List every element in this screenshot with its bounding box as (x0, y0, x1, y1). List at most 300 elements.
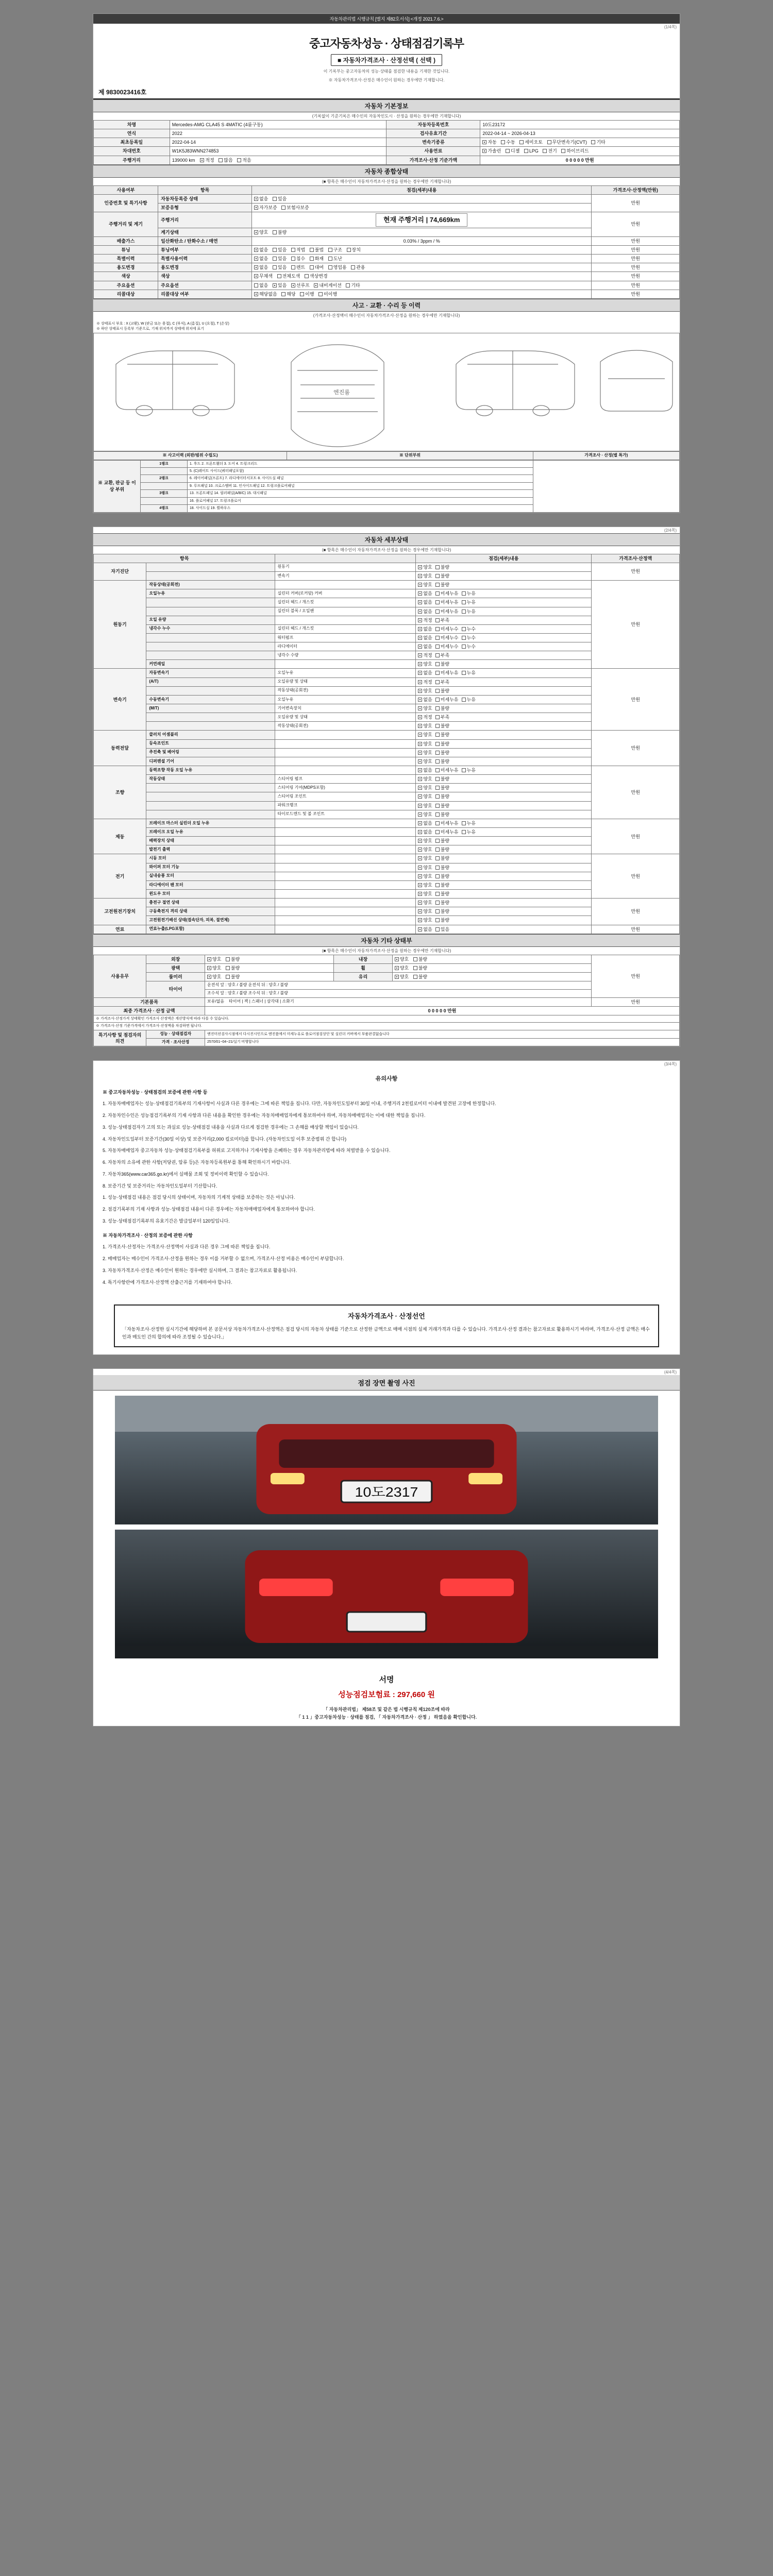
checkbox-icon[interactable] (435, 609, 440, 614)
checkbox-icon[interactable] (462, 627, 466, 631)
checkbox-icon[interactable] (435, 600, 440, 604)
checkbox-option[interactable]: 양호 (418, 785, 432, 791)
checkbox-option[interactable]: 불법 (310, 247, 324, 253)
detail-item: 작동상태(공회전) (146, 581, 275, 589)
checkbox-option[interactable]: 미세누유 (435, 599, 459, 605)
checkbox-option[interactable]: 양호 (418, 573, 432, 579)
checkbox-option[interactable]: 불량 (435, 838, 449, 844)
checkbox-option[interactable]: 불량 (435, 661, 449, 667)
checkbox-icon[interactable] (435, 742, 440, 746)
checkbox-option[interactable]: 불량 (435, 803, 449, 809)
etc-item: 광택 (146, 963, 205, 972)
checkbox-option[interactable]: 하이브리드 (561, 148, 589, 154)
checkbox-option[interactable]: 해당없음 (254, 291, 277, 297)
checkbox-option[interactable]: 해당 (281, 291, 295, 297)
detail-options (416, 598, 592, 607)
checkbox-option[interactable]: 불량 (226, 956, 240, 962)
checkbox-icon[interactable] (435, 848, 440, 852)
checkbox-option[interactable]: 미세누유 (435, 590, 459, 597)
checkbox-option[interactable]: 있음 (273, 196, 287, 202)
detail-subitem (275, 739, 416, 748)
checkbox-icon[interactable] (435, 759, 440, 764)
checkbox-icon[interactable] (435, 839, 440, 843)
checkbox-option[interactable]: 불량 (435, 908, 449, 914)
checkbox-icon[interactable] (418, 706, 422, 710)
checkbox-icon[interactable] (418, 733, 422, 737)
checkbox-icon[interactable] (462, 600, 466, 604)
checkbox-option[interactable]: 장치 (347, 247, 361, 253)
checkbox-option[interactable]: 불량 (435, 732, 449, 738)
checkbox-icon[interactable] (418, 583, 422, 587)
checkbox-option[interactable]: 누유 (462, 670, 476, 676)
table-header-row (94, 185, 680, 194)
checkbox-icon[interactable] (418, 830, 422, 834)
checkbox-option[interactable]: 불량 (413, 965, 427, 971)
checkbox-option[interactable]: 없음 (418, 670, 432, 676)
title-note: 이 기록부는 중고자동차의 성능·상태를 점검한 내용을 기재한 것입니다. (323, 69, 450, 74)
checkbox-option[interactable]: 있음 (435, 926, 449, 933)
row-detail (251, 194, 591, 203)
checkbox-icon[interactable] (435, 706, 440, 710)
checkbox-option[interactable]: 없음 (418, 608, 432, 615)
checkbox-option[interactable]: 불량 (435, 882, 449, 888)
checkbox-icon[interactable] (418, 600, 422, 604)
checkbox-option[interactable]: 양호 (418, 723, 432, 729)
table-row (94, 1038, 680, 1046)
checkbox-icon[interactable] (435, 786, 440, 790)
checkbox-icon[interactable] (418, 901, 422, 905)
checkbox-option[interactable]: 양호 (418, 661, 432, 667)
basic-info-table (93, 120, 680, 165)
checkbox-option[interactable]: 세미오토 (519, 139, 543, 145)
parts-rank: 1랭크 (140, 460, 187, 467)
detail-item (146, 784, 275, 792)
row-category: 주행거리 및 계기 (94, 212, 158, 237)
detail-subitem (275, 925, 416, 934)
checkbox-option[interactable]: 적음 (237, 157, 251, 163)
checkbox-icon[interactable] (435, 689, 440, 693)
etc-item: 내장 (334, 955, 393, 963)
checkbox-option[interactable]: 보험사보증 (281, 205, 309, 211)
checkbox-option[interactable]: 불량 (435, 846, 449, 853)
checkbox-option[interactable]: 도난 (328, 256, 342, 262)
checkbox-option[interactable]: 불량 (435, 741, 449, 747)
checkbox-icon[interactable] (435, 733, 440, 737)
checkbox-icon[interactable] (418, 715, 422, 719)
checkbox-option[interactable]: 부족 (435, 617, 449, 623)
checkbox-option[interactable]: 양호 (395, 956, 409, 962)
checkbox-option[interactable]: 없음 (418, 599, 432, 605)
checkbox-icon[interactable] (418, 565, 422, 569)
checkbox-option[interactable]: 누수 (462, 626, 476, 632)
checkbox-icon[interactable] (418, 794, 422, 799)
car-damage-diagram[interactable] (93, 333, 680, 451)
checkbox-icon[interactable] (462, 591, 466, 596)
parts-title: ※ 교환, 판금 등 이상 부위 (94, 460, 141, 512)
checkbox-option[interactable]: 양호 (418, 582, 432, 588)
checkbox-option[interactable]: 적법 (291, 247, 305, 253)
checkbox-icon[interactable] (418, 742, 422, 746)
checkbox-option[interactable]: 관용 (351, 264, 365, 270)
table-row (94, 236, 680, 245)
checkbox-icon[interactable] (418, 680, 422, 684)
checkbox-option[interactable]: 미세누유 (435, 670, 459, 676)
checkbox-option[interactable]: 없음 (418, 829, 432, 835)
checkbox-option[interactable]: 기타 (591, 139, 605, 145)
mileage-unit: km (189, 157, 195, 163)
detail-item (146, 651, 275, 660)
checkbox-option[interactable]: 불량 (435, 705, 449, 711)
checkbox-icon[interactable] (418, 591, 422, 596)
checkbox-option[interactable]: 불량 (435, 891, 449, 897)
checkbox-option[interactable]: 양호 (418, 732, 432, 738)
row-item: 계기상태 (158, 228, 252, 236)
checkbox-icon[interactable] (435, 794, 440, 799)
checkbox-option[interactable]: 불량 (226, 965, 240, 971)
checkbox-option[interactable]: 불량 (273, 229, 287, 235)
checkbox-option[interactable]: 없음 (254, 256, 268, 262)
etc-note: (■ 항목은 매수인이 자동차가격조사·산정을 원하는 경우에만 기재합니다) (322, 948, 451, 953)
checkbox-option[interactable]: 불량 (435, 873, 449, 879)
checkbox-option[interactable]: 불량 (435, 758, 449, 765)
checkbox-option[interactable]: 양호 (418, 891, 432, 897)
parts-text: 1. 후드 2. 프론트휀더 3. 도어 4. 트렁크리드 (187, 460, 533, 467)
checkbox-option[interactable]: 디젤 (506, 148, 519, 154)
checkbox-option[interactable]: 있음 (273, 256, 287, 262)
checkbox-option[interactable]: 있음 (273, 282, 287, 289)
checkbox-icon[interactable] (418, 689, 422, 693)
checkbox-option[interactable]: 누유 (462, 608, 476, 615)
checkbox-option[interactable]: 양호 (418, 846, 432, 853)
checkbox-icon[interactable] (418, 909, 422, 913)
checkbox-option[interactable]: 미이행 (318, 291, 337, 297)
checkbox-icon[interactable] (435, 812, 440, 817)
checkbox-option[interactable]: 양호 (418, 803, 432, 809)
checkbox-icon[interactable] (418, 698, 422, 702)
checkbox-icon[interactable] (418, 645, 422, 649)
checkbox-option[interactable]: 없음 (254, 247, 268, 253)
checkbox-option[interactable]: 미세누유 (435, 829, 459, 835)
checkbox-icon[interactable] (418, 786, 422, 790)
price-label: 성능점검보험료 : (338, 1690, 395, 1700)
detail-group-label: 제동 (94, 819, 146, 854)
checkbox-icon[interactable] (418, 812, 422, 817)
checkbox-option[interactable]: 불량 (435, 855, 449, 861)
checkbox-option[interactable]: 양호 (395, 965, 409, 971)
checkbox-option[interactable]: 양호 (418, 741, 432, 747)
checkbox-option[interactable]: 침수 (291, 256, 305, 262)
checkbox-option[interactable]: 양호 (418, 917, 432, 923)
checkbox-icon[interactable] (435, 751, 440, 755)
checkbox-option[interactable]: 양호 (418, 855, 432, 861)
checkbox-option[interactable]: 양호 (418, 793, 432, 800)
checkbox-option[interactable]: 색상변경 (305, 273, 328, 279)
checkbox-option[interactable]: 구조 (328, 247, 342, 253)
table-row (94, 194, 680, 203)
checkbox-option[interactable]: 없음 (254, 196, 268, 202)
checkbox-icon[interactable] (418, 724, 422, 728)
checkbox-option[interactable]: 가솔린 (482, 148, 501, 154)
checkbox-option[interactable]: 있음 (273, 247, 287, 253)
checkbox-icon[interactable] (418, 609, 422, 614)
checkbox-icon[interactable] (435, 715, 440, 719)
checkbox-option[interactable]: 없음 (254, 282, 268, 289)
checkbox-option[interactable]: 미세누유 (435, 767, 459, 773)
checkbox-option[interactable]: 불량 (435, 900, 449, 906)
detail-options (416, 916, 592, 925)
checkbox-option[interactable]: 누수 (462, 643, 476, 650)
table-row (94, 1023, 680, 1030)
checkbox-icon[interactable] (418, 866, 422, 870)
checkbox-icon[interactable] (435, 883, 440, 887)
checkbox-option[interactable]: 적정 (418, 714, 432, 720)
checkbox-icon[interactable] (435, 777, 440, 781)
checkbox-option[interactable]: 전체도색 (277, 273, 300, 279)
photo-grid (93, 1391, 680, 1669)
checkbox-option[interactable]: 누유 (462, 697, 476, 703)
checkbox-option[interactable]: 미세누유 (435, 608, 459, 615)
checkbox-icon[interactable] (462, 830, 466, 834)
checkbox-option[interactable]: 불량 (435, 865, 449, 871)
checkbox-option[interactable]: 적정 (200, 157, 214, 163)
checkbox-icon[interactable] (418, 751, 422, 755)
checkbox-option[interactable]: 없음 (254, 264, 268, 270)
checkbox-option[interactable]: 양호 (418, 882, 432, 888)
checkbox-option[interactable]: 부족 (435, 714, 449, 720)
checkbox-option[interactable]: 양호 (418, 865, 432, 871)
checkbox-icon[interactable] (435, 662, 440, 666)
detail-item: (M/T) (146, 704, 275, 713)
checkbox-option[interactable]: 양호 (418, 758, 432, 765)
checkbox-option[interactable]: 내비게이션 (314, 282, 341, 289)
detail-item: 추진축 및 베어링 (146, 748, 275, 757)
checkbox-option[interactable]: 양호 (418, 908, 432, 914)
checkbox-icon[interactable] (418, 839, 422, 843)
checkbox-icon[interactable] (435, 804, 440, 808)
checkbox-option[interactable]: 렌트 (291, 264, 305, 270)
checkbox-icon[interactable] (462, 671, 466, 675)
checkbox-option[interactable]: 이행 (300, 291, 314, 297)
checkbox-option[interactable]: 누유 (462, 829, 476, 835)
checkbox-option[interactable]: 미세누수 (435, 626, 459, 632)
checkbox-icon[interactable] (435, 768, 440, 772)
checkbox-option[interactable]: 누유 (462, 599, 476, 605)
checkbox-option[interactable]: 불량 (435, 688, 449, 694)
checkbox-option[interactable]: 없음 (418, 820, 432, 826)
special-row-value: 2570/01~04~21/실기 비행합니다 (205, 1038, 680, 1046)
checkbox-icon[interactable] (435, 565, 440, 569)
checkbox-option[interactable]: 없음 (418, 643, 432, 650)
checkbox-icon[interactable] (418, 821, 422, 825)
checkbox-option[interactable]: 미세누유 (435, 697, 459, 703)
checkbox-option[interactable]: 불량 (435, 564, 449, 570)
checkbox-icon[interactable] (435, 583, 440, 587)
row-category: 튜닝 (94, 245, 158, 254)
detail-options (416, 669, 592, 677)
checkbox-option[interactable]: 양호 (207, 956, 221, 962)
checkbox-option[interactable]: 불량 (435, 793, 449, 800)
checkbox-option[interactable]: 양호 (418, 811, 432, 818)
checkbox-icon[interactable] (418, 883, 422, 887)
checkbox-option[interactable]: LPG (524, 148, 539, 154)
checkbox-icon[interactable] (418, 627, 422, 631)
checkbox-icon[interactable] (435, 866, 440, 870)
checkbox-icon[interactable] (435, 627, 440, 631)
checkbox-option[interactable]: 없음 (418, 590, 432, 597)
checkbox-option[interactable]: 불량 (413, 974, 427, 980)
checkbox-option[interactable]: 선루프 (291, 282, 310, 289)
detail-item (146, 633, 275, 642)
checkbox-option[interactable]: 적정 (418, 617, 432, 623)
checkbox-icon[interactable] (435, 909, 440, 913)
checkbox-icon[interactable] (418, 653, 422, 657)
checkbox-option[interactable]: 무단변속기(CVT) (547, 139, 587, 145)
checkbox-option[interactable]: 불량 (435, 573, 449, 579)
checkbox-option[interactable]: 양호 (418, 776, 432, 782)
col-header: 항목 (158, 185, 252, 194)
checkbox-option[interactable]: 양호 (418, 564, 432, 570)
checkbox-icon[interactable] (418, 574, 422, 578)
checkbox-option[interactable]: 누유 (462, 820, 476, 826)
checkbox-option[interactable]: 양호 (418, 873, 432, 879)
checkbox-option[interactable]: 미세누유 (435, 820, 459, 826)
checkbox-icon[interactable] (418, 892, 422, 896)
checkbox-icon[interactable] (435, 574, 440, 578)
checkbox-option[interactable]: 양호 (418, 705, 432, 711)
checkbox-option[interactable]: 양호 (418, 838, 432, 844)
checkbox-option[interactable]: 없음 (418, 697, 432, 703)
detail-item (146, 792, 275, 801)
row-category: 배출가스 (94, 236, 158, 245)
checkbox-icon[interactable] (418, 856, 422, 860)
checkbox-option[interactable]: 양호 (418, 750, 432, 756)
checkbox-option[interactable]: 없음 (418, 626, 432, 632)
checkbox-icon[interactable] (435, 830, 440, 834)
checkbox-icon[interactable] (462, 645, 466, 649)
checkbox-option[interactable]: 무채색 (254, 273, 273, 279)
checkbox-option[interactable]: 미세누수 (435, 635, 459, 641)
checkbox-option[interactable]: 불량 (413, 956, 427, 962)
checkbox-option[interactable]: 양호 (254, 229, 268, 235)
checkbox-option[interactable]: 양호 (207, 965, 221, 971)
checkbox-option[interactable]: 자가보증 (254, 205, 277, 211)
checkbox-option[interactable]: 미세누수 (435, 643, 459, 650)
checkbox-icon[interactable] (435, 698, 440, 702)
checkbox-icon[interactable] (418, 804, 422, 808)
checkbox-option[interactable]: 많음 (219, 157, 232, 163)
checkbox-icon[interactable] (418, 777, 422, 781)
checkbox-option[interactable]: 자동 (482, 139, 496, 145)
checkbox-option[interactable]: 수동 (501, 139, 515, 145)
checkbox-icon[interactable] (435, 724, 440, 728)
checkbox-option[interactable]: 불량 (435, 750, 449, 756)
inspection-photo-rear[interactable] (115, 1530, 658, 1658)
checkbox-option[interactable]: 부족 (435, 679, 449, 685)
checkbox-icon[interactable] (435, 927, 440, 931)
checkbox-icon[interactable] (418, 671, 422, 675)
checkbox-icon[interactable] (435, 901, 440, 905)
checkbox-option[interactable]: 부족 (435, 652, 449, 658)
checkbox-icon[interactable] (418, 848, 422, 852)
checkbox-option[interactable]: 없음 (418, 926, 432, 933)
checkbox-icon[interactable] (462, 768, 466, 772)
checkbox-option[interactable]: 불량 (226, 974, 240, 980)
checkbox-option[interactable]: 전기 (543, 148, 557, 154)
checkbox-icon[interactable] (418, 918, 422, 922)
checkbox-option[interactable]: 없음 (418, 635, 432, 641)
checkbox-icon[interactable] (462, 609, 466, 614)
checkbox-option[interactable]: 있음 (273, 264, 287, 270)
checkbox-option[interactable]: 양호 (418, 900, 432, 906)
checkbox-icon[interactable] (462, 821, 466, 825)
checkbox-option[interactable]: 화재 (310, 256, 324, 262)
checkbox-option[interactable]: 대여 (310, 264, 324, 270)
checkbox-icon[interactable] (435, 680, 440, 684)
checkbox-option[interactable]: 불량 (435, 917, 449, 923)
checkbox-option[interactable]: 불량 (435, 723, 449, 729)
etc-item: 기본품목 (94, 997, 205, 1006)
checkbox-icon[interactable] (418, 927, 422, 931)
detail-body (94, 563, 680, 934)
checkbox-icon[interactable] (435, 856, 440, 860)
checkbox-option[interactable]: 누유 (462, 767, 476, 773)
checkbox-icon[interactable] (418, 618, 422, 622)
detail-subitem (275, 660, 416, 669)
checkbox-option[interactable]: 양호 (207, 974, 221, 980)
basic-info-note: (기록없이 기준기록은 매수인의 자동차인도시 · 산정을 원하는 경우에만 기재합니다) (312, 114, 461, 118)
checkbox-icon[interactable] (435, 645, 440, 649)
checkbox-icon[interactable] (435, 591, 440, 596)
checkbox-icon[interactable] (418, 759, 422, 764)
checkbox-option[interactable]: 없음 (418, 767, 432, 773)
checkbox-option[interactable]: 적정 (418, 679, 432, 685)
inspection-photo-front[interactable] (115, 1396, 658, 1524)
checkbox-icon[interactable] (435, 653, 440, 657)
checkbox-option[interactable]: 기타 (346, 282, 360, 289)
checkbox-icon[interactable] (435, 918, 440, 922)
row-category: 리콜대상 (94, 290, 158, 298)
field-label: 자동차등록번호 (386, 121, 480, 129)
checkbox-icon[interactable] (435, 874, 440, 878)
checkbox-icon[interactable] (462, 698, 466, 702)
checkbox-icon[interactable] (435, 892, 440, 896)
checkbox-icon[interactable] (418, 636, 422, 640)
checkbox-option[interactable]: 누수 (462, 635, 476, 641)
detail-options (416, 686, 592, 695)
checkbox-option[interactable]: 영업용 (328, 264, 347, 270)
checkbox-option[interactable]: 불량 (435, 582, 449, 588)
checkbox-icon[interactable] (435, 636, 440, 640)
row-category: 용도변경 (94, 263, 158, 272)
checkbox-option[interactable]: 양호 (395, 974, 409, 980)
checkbox-option[interactable]: 양호 (418, 688, 432, 694)
checkbox-option[interactable]: 불량 (435, 776, 449, 782)
checkbox-icon[interactable] (418, 662, 422, 666)
checkbox-icon[interactable] (435, 618, 440, 622)
checkbox-icon[interactable] (435, 821, 440, 825)
checkbox-option[interactable]: 불량 (435, 785, 449, 791)
checkbox-icon[interactable] (418, 768, 422, 772)
page-4 (93, 1368, 680, 1726)
checkbox-icon[interactable] (462, 636, 466, 640)
title-block (93, 30, 680, 86)
checkbox-icon[interactable] (435, 671, 440, 675)
checkbox-option[interactable]: 불량 (435, 811, 449, 818)
checkbox-option[interactable]: 누유 (462, 590, 476, 597)
parts-price-cell (533, 460, 679, 512)
checkbox-option[interactable]: 적정 (418, 652, 432, 658)
checkbox-icon[interactable] (418, 874, 422, 878)
